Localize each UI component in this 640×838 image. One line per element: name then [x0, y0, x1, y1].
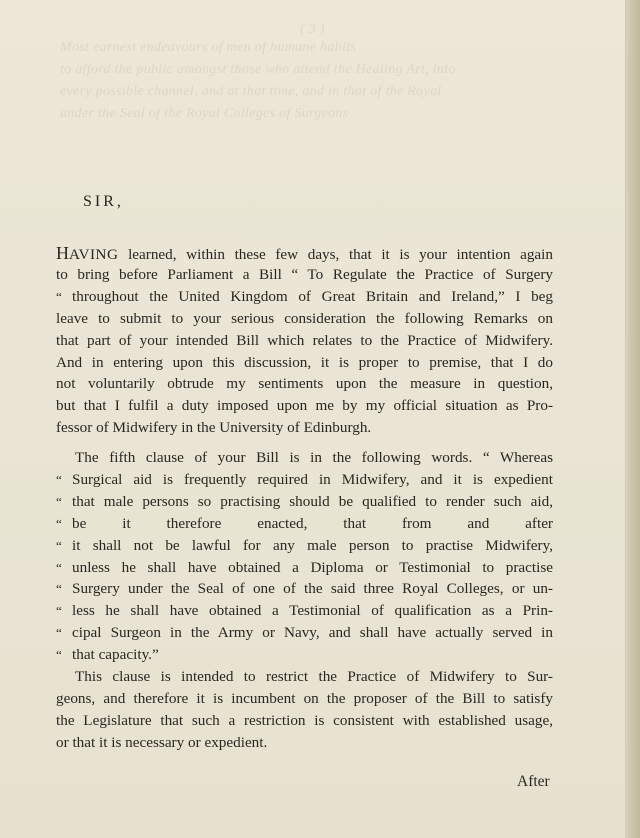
text-line [56, 308, 553, 330]
line-text: that part of your intended Bill which relates to the Practice of Midwifery. [56, 331, 553, 349]
text-line [56, 578, 553, 600]
text-line [56, 710, 553, 732]
text-line [75, 447, 553, 469]
text-line [56, 622, 553, 644]
line-text: but that I fulfil a duty imposed upon me by my official situation as Pro- [56, 397, 553, 415]
quotation-mark: “ [56, 288, 62, 304]
text-line [56, 286, 553, 308]
line-text: throughout the United Kingdom of Great Britain and Ireland,” I beg [72, 287, 553, 305]
line-text: that male persons so practising should be qualified to render such aid, [72, 492, 553, 510]
bleed-through-line: to afford the public amongst those who attend the Healing Art, into [60, 62, 456, 77]
line-text: fessor of Midwifery in the University of Edinburgh. [56, 419, 372, 437]
text-line [56, 688, 553, 710]
quotation-mark: “ [56, 471, 62, 487]
line-text: to bring before Parliament a Bill “ To Regulate the Practice of Surgery [56, 265, 553, 283]
text-line [56, 732, 553, 754]
text-line [56, 395, 553, 417]
page-edge [625, 0, 640, 838]
line-text: the Legislature that such a restriction is consistent with established usage, [56, 711, 553, 729]
line-text: unless he shall have obtained a Diploma or Testimonial to practise [72, 558, 553, 576]
line-text: learned, within these few days, that it is your intention again [118, 246, 553, 263]
text-line [56, 373, 553, 395]
text-line [56, 242, 553, 264]
line-text: Surgery under the Seal of one of the said three Royal Colleges, or un- [72, 580, 553, 598]
bleed-through-page-number: ( 3 ) [300, 22, 325, 37]
quotation-mark: “ [56, 603, 62, 619]
bleed-through-line: every possible channel, and at that time, and in that of the Royal [60, 84, 442, 99]
quotation-mark: “ [56, 581, 62, 597]
text-line [56, 352, 553, 374]
text-line [56, 513, 553, 535]
line-text: geons, and therefore it is incumbent on the proposer of the Bill to satisfy [56, 689, 553, 707]
text-line [56, 600, 553, 622]
line-text: Surgical aid is frequently required in Midwifery, and it is expedient [72, 470, 553, 488]
line-text: not voluntarily obtrude my sentiments upon the measure in question, [56, 375, 553, 393]
text-line [56, 491, 553, 513]
line-text: leave to submit to your serious consideration the following Remarks on [56, 309, 553, 327]
line-text: This clause is intended to restrict the Practice of Midwifery to Sur- [75, 668, 553, 685]
line-text: be it therefore enacted, that from and after [72, 514, 553, 532]
line-text: The fifth clause of your Bill is in the following words. “ Whereas [75, 449, 553, 466]
quotation-mark: “ [56, 625, 62, 641]
bleed-through-line: Most earnest endeavours of men of humane habits [60, 40, 357, 55]
line-text: it shall not be lawful for any male person to practise Midwifery, [72, 536, 553, 554]
text-line [56, 535, 553, 557]
line-text: or that it is necessary or expedient. [56, 733, 268, 751]
text-line [56, 644, 553, 666]
quotation-mark: “ [56, 515, 62, 531]
text-line [56, 264, 553, 286]
text-line [56, 417, 553, 439]
line-text: that capacity.” [72, 646, 159, 664]
text-line [56, 469, 553, 491]
quotation-mark: “ [56, 493, 62, 509]
text-line [56, 330, 553, 352]
catchword: After [517, 773, 550, 790]
text-line [56, 557, 553, 579]
small-caps-word: AVING [69, 246, 119, 263]
bleed-through-line: under the Seal of the Royal Colleges of Surgeons [60, 106, 349, 121]
quotation-mark: “ [56, 559, 62, 575]
quotation-mark: “ [56, 537, 62, 553]
text-line [75, 666, 553, 688]
quotation-mark: “ [56, 647, 62, 663]
line-text: less he shall have obtained a Testimonial of qualification as a Prin- [72, 602, 553, 620]
salutation: SIR, [83, 193, 124, 210]
initial-capital: H [56, 243, 69, 263]
line-text: And in entering upon this discussion, it is proper to premise, that I do [56, 353, 553, 371]
line-text: cipal Surgeon in the Army or Navy, and shall have actually served in [72, 624, 553, 642]
